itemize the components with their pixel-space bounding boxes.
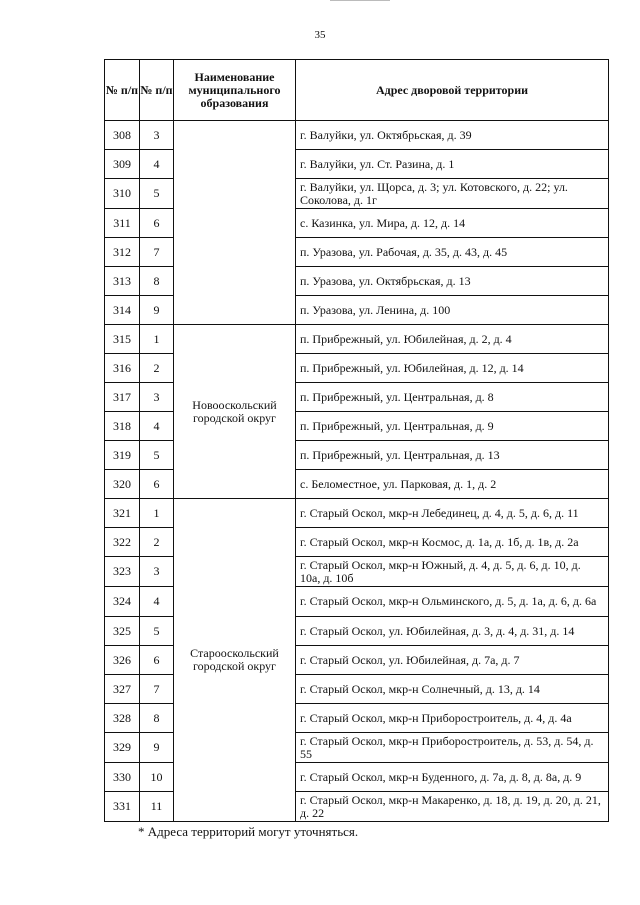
row-subnumber: 5 bbox=[140, 441, 174, 470]
row-subnumber: 2 bbox=[140, 528, 174, 557]
row-subnumber: 6 bbox=[140, 209, 174, 238]
row-number: 331 bbox=[105, 792, 140, 822]
address-cell: г. Старый Оскол, ул. Юбилейная, д. 3, д. 4, д. 31, д. 14 bbox=[296, 617, 609, 646]
table-body bbox=[105, 121, 609, 822]
row-number: 313 bbox=[105, 267, 140, 296]
row-number: 325 bbox=[105, 617, 140, 646]
row-number: 308 bbox=[105, 121, 140, 150]
address-cell: с. Казинка, ул. Мира, д. 12, д. 14 bbox=[296, 209, 609, 238]
address-cell: г. Старый Оскол, мкр-н Буденного, д. 7а, д. 8, д. 8а, д. 9 bbox=[296, 763, 609, 792]
row-subnumber: 4 bbox=[140, 587, 174, 617]
row-subnumber: 6 bbox=[140, 470, 174, 499]
table-row bbox=[105, 121, 609, 150]
row-subnumber: 6 bbox=[140, 646, 174, 675]
footnote: * Адреса территорий могут уточняться. bbox=[138, 824, 359, 839]
row-subnumber: 3 bbox=[140, 557, 174, 587]
row-number: 321 bbox=[105, 499, 140, 528]
address-cell: п. Уразова, ул. Рабочая, д. 35, д. 43, д. 45 bbox=[296, 238, 609, 267]
row-subnumber: 3 bbox=[140, 121, 174, 150]
address-cell: г. Старый Оскол, мкр-н Ольминского, д. 5, д. 1а, д. 6, д. 6а bbox=[296, 587, 609, 617]
row-number: 310 bbox=[105, 179, 140, 209]
row-number: 317 bbox=[105, 383, 140, 412]
address-cell: г. Старый Оскол, мкр-н Космос, д. 1а, д. 1б, д. 1в, д. 2а bbox=[296, 528, 609, 557]
address-cell: г. Старый Оскол, мкр-н Южный, д. 4, д. 5, д. 6, д. 10, д. 10а, д. 10б bbox=[296, 557, 609, 587]
row-number: 323 bbox=[105, 557, 140, 587]
row-number: 330 bbox=[105, 763, 140, 792]
row-subnumber: 10 bbox=[140, 763, 174, 792]
row-subnumber: 11 bbox=[140, 792, 174, 822]
header-municipality: Наименование муниципального образования bbox=[174, 60, 296, 121]
row-subnumber: 9 bbox=[140, 733, 174, 763]
row-subnumber: 5 bbox=[140, 617, 174, 646]
address-cell: п. Уразова, ул. Октябрьская, д. 13 bbox=[296, 267, 609, 296]
row-number: 319 bbox=[105, 441, 140, 470]
row-subnumber: 2 bbox=[140, 354, 174, 383]
address-cell: с. Беломестное, ул. Парковая, д. 1, д. 2 bbox=[296, 470, 609, 499]
table-row bbox=[105, 499, 609, 528]
address-cell: г. Старый Оскол, ул. Юбилейная, д. 7а, д. 7 bbox=[296, 646, 609, 675]
row-number: 329 bbox=[105, 733, 140, 763]
address-cell: г. Старый Оскол, мкр-н Макаренко, д. 18, д. 19, д. 20, д. 21, д. 22 bbox=[296, 792, 609, 822]
header-n-pp-2: № п/п bbox=[140, 60, 174, 121]
address-cell: г. Старый Оскол, мкр-н Солнечный, д. 13, д. 14 bbox=[296, 675, 609, 704]
table-header-row bbox=[105, 60, 609, 121]
row-subnumber: 1 bbox=[140, 325, 174, 354]
municipality-cell: Новооскольский городской округ bbox=[174, 325, 296, 499]
header-address: Адрес дворовой территории bbox=[296, 60, 609, 121]
row-number: 315 bbox=[105, 325, 140, 354]
row-number: 324 bbox=[105, 587, 140, 617]
row-subnumber: 7 bbox=[140, 238, 174, 267]
row-subnumber: 4 bbox=[140, 412, 174, 441]
address-cell: г. Старый Оскол, мкр-н Приборостроитель, д. 53, д. 54, д. 55 bbox=[296, 733, 609, 763]
table-row bbox=[105, 325, 609, 354]
row-subnumber: 3 bbox=[140, 383, 174, 412]
address-cell: п. Уразова, ул. Ленина, д. 100 bbox=[296, 296, 609, 325]
row-subnumber: 5 bbox=[140, 179, 174, 209]
row-subnumber: 8 bbox=[140, 704, 174, 733]
address-table bbox=[104, 59, 609, 822]
scan-artifact bbox=[330, 0, 390, 1]
row-number: 318 bbox=[105, 412, 140, 441]
row-number: 322 bbox=[105, 528, 140, 557]
row-number: 320 bbox=[105, 470, 140, 499]
municipality-cell bbox=[174, 121, 296, 325]
address-cell: г. Валуйки, ул. Щорса, д. 3; ул. Котовского, д. 22; ул. Соколова, д. 1г bbox=[296, 179, 609, 209]
row-number: 311 bbox=[105, 209, 140, 238]
row-subnumber: 7 bbox=[140, 675, 174, 704]
row-subnumber: 4 bbox=[140, 150, 174, 179]
row-number: 316 bbox=[105, 354, 140, 383]
row-number: 309 bbox=[105, 150, 140, 179]
address-cell: п. Прибрежный, ул. Центральная, д. 9 bbox=[296, 412, 609, 441]
page-number: 35 bbox=[314, 29, 326, 41]
address-cell: г. Старый Оскол, мкр-н Лебединец, д. 4, д. 5, д. 6, д. 11 bbox=[296, 499, 609, 528]
address-cell: п. Прибрежный, ул. Центральная, д. 13 bbox=[296, 441, 609, 470]
header-n-pp-1: № п/п bbox=[105, 60, 140, 121]
row-number: 326 bbox=[105, 646, 140, 675]
row-subnumber: 8 bbox=[140, 267, 174, 296]
address-cell: п. Прибрежный, ул. Юбилейная, д. 12, д. 14 bbox=[296, 354, 609, 383]
address-cell: г. Валуйки, ул. Октябрьская, д. 39 bbox=[296, 121, 609, 150]
address-cell: г. Валуйки, ул. Ст. Разина, д. 1 bbox=[296, 150, 609, 179]
address-cell: г. Старый Оскол, мкр-н Приборостроитель, д. 4, д. 4а bbox=[296, 704, 609, 733]
row-number: 328 bbox=[105, 704, 140, 733]
address-cell: п. Прибрежный, ул. Центральная, д. 8 bbox=[296, 383, 609, 412]
address-cell: п. Прибрежный, ул. Юбилейная, д. 2, д. 4 bbox=[296, 325, 609, 354]
row-subnumber: 9 bbox=[140, 296, 174, 325]
row-number: 327 bbox=[105, 675, 140, 704]
municipality-cell: Старооскольский городской округ bbox=[174, 499, 296, 822]
row-subnumber: 1 bbox=[140, 499, 174, 528]
row-number: 314 bbox=[105, 296, 140, 325]
row-number: 312 bbox=[105, 238, 140, 267]
